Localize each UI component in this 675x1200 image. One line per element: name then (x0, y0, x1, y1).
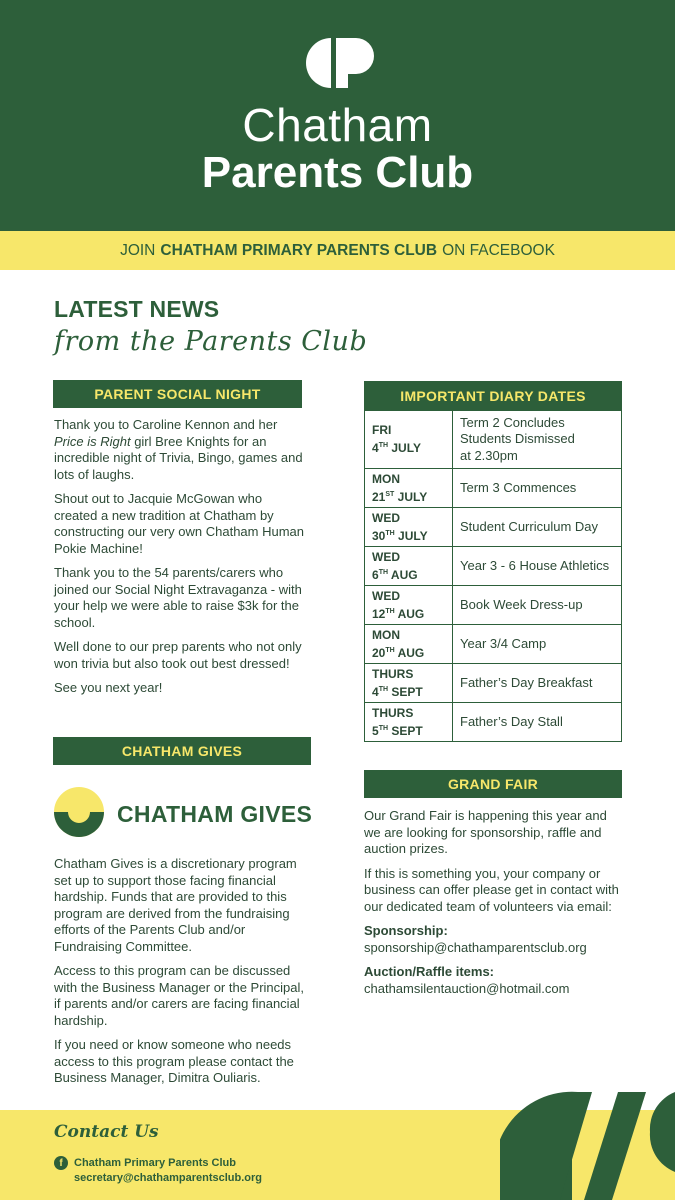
social-night-p2: Shout out to Jacquie McGowan who created a new tradition at Chatham by constructing our very own Chatham Human Pokie Machine! (54, 491, 305, 556)
decorative-logo-shape-icon (500, 1070, 675, 1200)
fair-auction (364, 964, 624, 997)
diary-date: THURS 4TH SEPT (365, 664, 453, 703)
sponsorship-label: Sponsorship: (364, 923, 448, 938)
news-subheading: from the Parents Club (54, 326, 368, 357)
footer-facebook-link[interactable] (54, 1156, 236, 1170)
header-title-line2: Parents Club (201, 148, 474, 197)
gives-p2: Access to this program can be discussed with the Business Manager or the Principal, if parents and/or carers are facing financial hardship. (54, 963, 305, 1028)
social-night-banner: PARENT SOCIAL NIGHT (53, 380, 302, 408)
diary-date: THURS 5TH SEPT (365, 703, 453, 742)
diary-row (365, 547, 622, 586)
auction-email[interactable]: chathamsilentauction@hotmail.com (364, 980, 570, 996)
diary-row (365, 469, 622, 508)
grand-fair-text (364, 808, 624, 1005)
sponsorship-email[interactable]: sponsorship@chathamparentsclub.org (364, 939, 587, 955)
diary-event: Book Week Dress-up (453, 586, 622, 625)
news-heading: LATEST NEWS (54, 296, 220, 322)
diary-event: Student Curriculum Day (453, 508, 622, 547)
diary-row (365, 625, 622, 664)
gives-p1: Chatham Gives is a discretionary program set up to support those facing financial hardship. Funds that are provided to this program are derived from the fundraising efforts of the Parents Club and/or Fundraising Committee. (54, 856, 297, 954)
social-night-p1: Thank you to Caroline Kennon and her Price is Right girl Bree Knights for an incredible night of Trivia, Bingo, games and lots of laughs. (54, 417, 303, 482)
fb-band-group-name: CHATHAM PRIMARY PARENTS CLUB (160, 241, 438, 259)
diary-date: WED 6TH AUG (365, 547, 453, 586)
grand-fair-banner: GRAND FAIR (364, 770, 622, 798)
diary-row (365, 586, 622, 625)
diary-row (365, 508, 622, 547)
fair-p2: If this is something you, your company or business can offer please get in contact with our dedicated team of volunteers via email: (364, 865, 619, 914)
chatham-gives-banner: CHATHAM GIVES (53, 737, 311, 765)
facebook-icon: f (54, 1156, 68, 1170)
diary-date: WED 12TH AUG (365, 586, 453, 625)
chatham-gives-name: CHATHAM GIVES (117, 801, 313, 827)
diary-date: FRI 4TH JULY (365, 411, 453, 469)
fb-band-suffix: ON FACEBOOK (442, 241, 555, 259)
diary-table (364, 410, 622, 742)
diary-event: Year 3/4 Camp (453, 625, 622, 664)
auction-label: Auction/Raffle items: (364, 964, 495, 979)
fb-band-prefix: JOIN (120, 241, 156, 259)
diary-row (365, 664, 622, 703)
footer-facebook-name: Chatham Primary Parents Club (74, 1157, 236, 1169)
diary-event: Father’s Day Stall (453, 703, 622, 742)
chatham-gives-text (54, 856, 312, 1095)
cpc-logo-icon (306, 38, 376, 88)
social-night-p3: Thank you to the 54 parents/carers who joined our Social Night Extravaganza - with your help we were able to raise $3k for the school. (54, 565, 302, 630)
footer-email-link[interactable]: secretary@chathamparentsclub.org (74, 1172, 263, 1184)
diary-row (365, 703, 622, 742)
fair-sponsorship (364, 923, 624, 956)
diary-row (365, 411, 622, 469)
diary-date: MON 21ST JULY (365, 469, 453, 508)
gives-p3: If you need or know someone who needs access to this program please contact the Business Manager, Dimitra Ouliaris. (54, 1037, 294, 1085)
facebook-join-band[interactable] (0, 231, 675, 270)
diary-banner: IMPORTANT DIARY DATES (364, 381, 622, 410)
diary-date: MON 20TH AUG (365, 625, 453, 664)
diary-event: Father’s Day Breakfast (453, 664, 622, 703)
diary-date: WED 30TH JULY (365, 508, 453, 547)
diary-event: Year 3 - 6 House Athletics (453, 547, 622, 586)
social-night-text (54, 417, 309, 705)
header (0, 0, 675, 231)
contact-us-heading: Contact Us (54, 1122, 159, 1142)
fair-p1: Our Grand Fair is happening this year and we are looking for sponsorship, raffle and auction prizes. (364, 808, 607, 856)
diary-event: Term 3 Commences (453, 469, 622, 508)
social-night-p5: See you next year! (54, 680, 163, 695)
social-night-p4: Well done to our prep parents who not only won trivia but also took out best dressed! (54, 639, 302, 671)
chatham-gives-logo-icon (54, 787, 104, 837)
diary-event: Term 2 Concludes Students Dismissed at 2.30pm (453, 411, 622, 469)
header-title-line1: Chatham (242, 99, 433, 151)
